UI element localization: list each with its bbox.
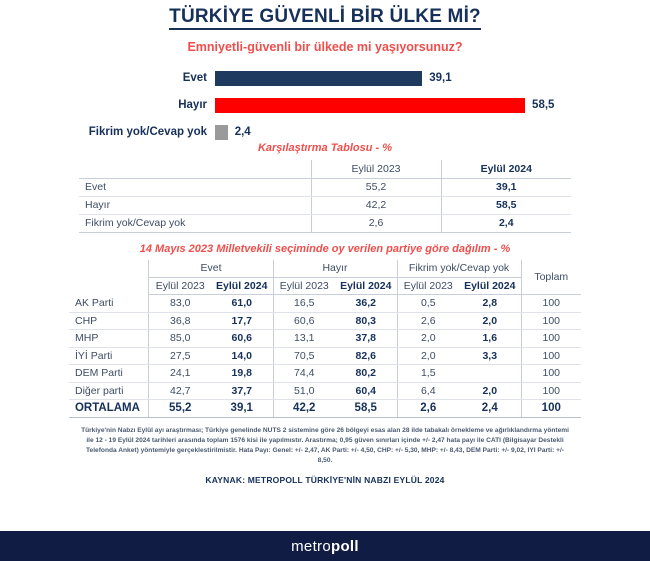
bar-value-hayir: 58,5 (532, 99, 555, 111)
party-row (69, 295, 581, 313)
footnote: Türkiye'nin Nabzı Eylül ayı araştırması; Türkiye genelinde NUTS 2 sistemine göre 26 bölgeyi esas alan 28 ilde tabakalı örnekleme ve ağırlıklandırma yöntemi ile 12 - 19 Eylül 2024 tarihleri arasında toplam 1576 kisi ile yapılmıstır. Arastırma; 0,95 güven sınırları içinde +/- 2,47 hata payı ile CATI (Bilgisayar Destekli Telefonda Anket) yöntemiyle gerçeklestirilmistir. Hata Payı: Genel: +/- 2,47, AK Parti: +/- 4,50, CHP: +/- 5,30, MHP: +/- 8,43, DEM Parti: +/- 9,02, IYI Parti: +/- 8,50. (81, 426, 569, 465)
party-cell-hayir-2023: 51,0 (273, 382, 335, 400)
bar-fikrim-yok (215, 125, 228, 140)
party-cell-fikrim-2023: 1,5 (397, 365, 459, 383)
party-cell-fikrim-2023: 6,4 (397, 382, 459, 400)
party-sub-fikrim-2024: Eylül 2024 (459, 277, 521, 295)
party-cell-toplam: 100 (521, 312, 581, 330)
bar-label-evet: Evet (182, 72, 207, 84)
party-row-label: CHP (69, 312, 149, 330)
party-col-blank (69, 260, 149, 278)
bar-evet (215, 71, 422, 86)
party-cell-hayir-2024: 80,3 (335, 312, 397, 330)
comparison-col-2024: Eylül 2024 (441, 160, 571, 178)
comparison-row (79, 196, 571, 214)
party-heading: 14 Mayıs 2023 Milletvekili seçiminde oy verilen partiye göre dağılım - % (139, 242, 511, 255)
party-cell-hayir-2023: 16,5 (273, 295, 335, 313)
comparison-cell-2023: 2,6 (311, 214, 441, 232)
party-cell-fikrim-2024: 2,0 (459, 382, 521, 400)
metropoll-logo (291, 538, 359, 555)
party-section (0, 243, 650, 418)
comparison-col-2023: Eylül 2023 (311, 160, 441, 178)
party-cell-toplam: 100 (521, 295, 581, 313)
party-cell-evet-2023: 24,1 (149, 365, 211, 383)
party-cell-hayir-2023: 70,5 (273, 347, 335, 365)
party-cell-hayir-2024: 58,5 (335, 400, 397, 418)
party-table-head (69, 260, 581, 295)
party-col-blank-2 (69, 277, 149, 295)
party-cell-hayir-2024: 36,2 (335, 295, 397, 313)
party-cell-evet-2024: 61,0 (211, 295, 273, 313)
party-cell-hayir-2024: 60,4 (335, 382, 397, 400)
party-col-toplam: Toplam (521, 260, 581, 295)
party-table (69, 260, 581, 418)
party-cell-toplam: 100 (521, 330, 581, 348)
comparison-table-head (79, 160, 571, 178)
comparison-header-row (79, 160, 571, 178)
party-row-label: MHP (69, 330, 149, 348)
source-line: KAYNAK: METROPOLL TÜRKİYE'NİN NABZI EYLÜL 2024 (205, 475, 445, 486)
party-cell-fikrim-2023: 2,0 (397, 347, 459, 365)
comparison-table-body (79, 178, 571, 232)
party-cell-hayir-2024: 80,2 (335, 365, 397, 383)
footer-bar (0, 531, 650, 561)
bar-row-hayir (0, 95, 650, 115)
party-sub-header-row (69, 277, 581, 295)
bar-track-evet (215, 68, 650, 88)
party-group-hayir: Hayır (273, 260, 397, 278)
party-cell-hayir-2023: 74,4 (273, 365, 335, 383)
party-row (69, 347, 581, 365)
party-cell-evet-2023: 36,8 (149, 312, 211, 330)
party-cell-fikrim-2024: 2,0 (459, 312, 521, 330)
party-row (69, 382, 581, 400)
party-sub-fikrim-2023: Eylül 2023 (397, 277, 459, 295)
bar-row-fikrim-yok (0, 122, 650, 142)
party-cell-evet-2024: 14,0 (211, 347, 273, 365)
party-cell-fikrim-2023: 2,6 (397, 312, 459, 330)
party-cell-evet-2024: 37,7 (211, 382, 273, 400)
party-cell-evet-2023: 42,7 (149, 382, 211, 400)
page-title-text: TÜRKİYE GÜVENLİ BİR ÜLKE Mİ? (169, 6, 481, 30)
logo-bold-part: poll (330, 537, 359, 555)
comparison-cell-2023: 55,2 (311, 178, 441, 196)
party-cell-hayir-2023: 42,2 (273, 400, 335, 418)
party-table-body (69, 295, 581, 418)
party-group-evet: Evet (149, 260, 273, 278)
party-cell-fikrim-2023: 2,0 (397, 330, 459, 348)
comparison-row-label: Evet (79, 178, 311, 196)
party-cell-fikrim-2024 (459, 365, 521, 383)
bar-track-fikrim-yok (215, 122, 650, 142)
party-average-row (69, 400, 581, 418)
party-cell-fikrim-2024: 2,4 (459, 400, 521, 418)
party-row-label: İYİ Parti (69, 347, 149, 365)
page-subtitle: Emniyetli-güvenli bir ülkede mi yaşıyorsunuz? (187, 40, 463, 54)
party-cell-toplam: 100 (521, 400, 581, 418)
comparison-row-label: Fikrim yok/Cevap yok (79, 214, 311, 232)
party-row-label: ORTALAMA (69, 400, 149, 418)
party-cell-evet-2023: 83,0 (149, 295, 211, 313)
bar-value-evet: 39,1 (429, 72, 452, 84)
party-row (69, 330, 581, 348)
comparison-col-blank (79, 160, 311, 178)
comparison-row (79, 214, 571, 232)
comparison-row (79, 178, 571, 196)
party-cell-fikrim-2023: 2,6 (397, 400, 459, 418)
party-cell-fikrim-2023: 0,5 (397, 295, 459, 313)
party-cell-evet-2024: 39,1 (211, 400, 273, 418)
logo-light-part: metro (291, 537, 331, 555)
bar-value-fikrim-yok: 2,4 (234, 126, 251, 138)
party-group-header-row (69, 260, 581, 278)
party-cell-fikrim-2024: 1,6 (459, 330, 521, 348)
bar-track-hayir (215, 95, 650, 115)
party-row (69, 365, 581, 383)
party-sub-evet-2024: Eylül 2024 (211, 277, 273, 295)
comparison-table (79, 160, 571, 233)
party-cell-hayir-2023: 60,6 (273, 312, 335, 330)
bar-label-hayir: Hayır (178, 99, 207, 111)
party-cell-hayir-2023: 13,1 (273, 330, 335, 348)
party-row-label: AK Parti (69, 295, 149, 313)
party-cell-evet-2024: 17,7 (211, 312, 273, 330)
comparison-cell-2024: 58,5 (441, 196, 571, 214)
party-sub-hayir-2023: Eylül 2023 (273, 277, 335, 295)
party-cell-hayir-2024: 37,8 (335, 330, 397, 348)
comparison-row-label: Hayır (79, 196, 311, 214)
party-row (69, 312, 581, 330)
comparison-heading: Karşılaştırma Tablosu - % (257, 142, 393, 154)
party-row-label: Diğer parti (69, 382, 149, 400)
party-cell-hayir-2024: 82,6 (335, 347, 397, 365)
party-cell-evet-2023: 27,5 (149, 347, 211, 365)
party-sub-hayir-2024: Eylül 2024 (335, 277, 397, 295)
party-cell-toplam: 100 (521, 365, 581, 383)
party-cell-toplam: 100 (521, 347, 581, 365)
bar-row-evet (0, 68, 650, 88)
party-row-label: DEM Parti (69, 365, 149, 383)
party-cell-toplam: 100 (521, 382, 581, 400)
bar-chart (0, 68, 650, 142)
comparison-cell-2024: 2,4 (441, 214, 571, 232)
party-cell-evet-2024: 60,6 (211, 330, 273, 348)
comparison-cell-2024: 39,1 (441, 178, 571, 196)
comparison-cell-2023: 42,2 (311, 196, 441, 214)
party-group-fikrim-yok: Fikrim yok/Cevap yok (397, 260, 521, 278)
party-sub-evet-2023: Eylül 2023 (149, 277, 211, 295)
party-cell-fikrim-2024: 3,3 (459, 347, 521, 365)
party-cell-evet-2023: 55,2 (149, 400, 211, 418)
page-title (0, 0, 650, 28)
party-cell-evet-2024: 19,8 (211, 365, 273, 383)
bar-hayir (215, 98, 525, 113)
party-cell-evet-2023: 85,0 (149, 330, 211, 348)
bar-label-fikrim-yok: Fikrim yok/Cevap yok (88, 126, 207, 138)
party-cell-fikrim-2024: 2,8 (459, 295, 521, 313)
